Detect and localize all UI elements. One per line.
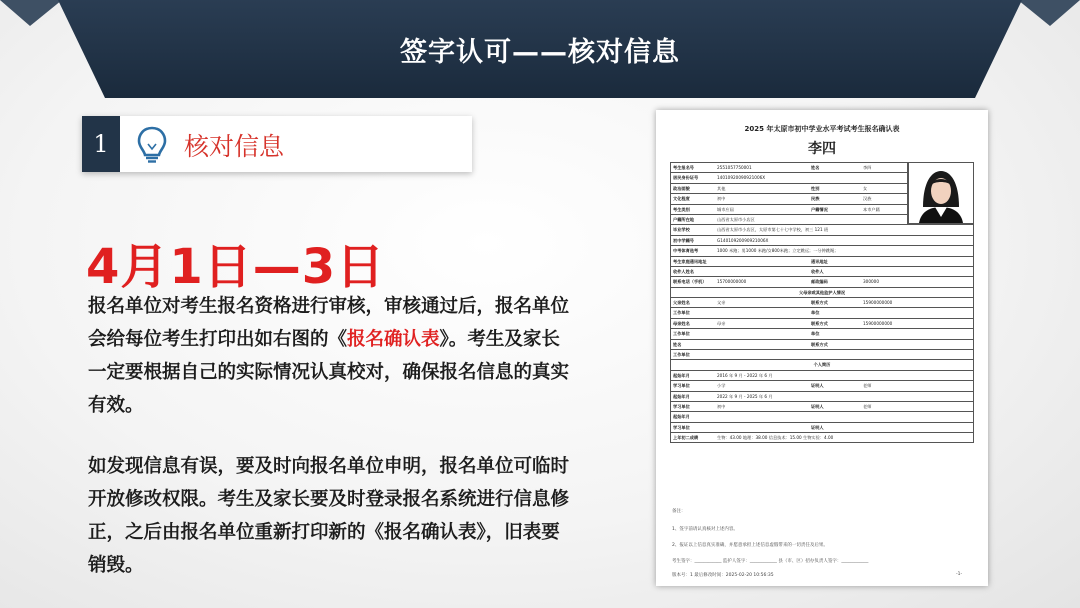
form-field-label: 联系方式 (811, 320, 828, 326)
form-field-label: 文化程度 (673, 196, 690, 202)
form-row (670, 380, 974, 390)
form-field-label: 父亲姓名 (673, 300, 690, 306)
form-row (670, 172, 908, 182)
form-row (670, 307, 974, 317)
form-field-label: 上年初二成绩 (673, 435, 699, 441)
form-field-value: 父亲 (717, 300, 726, 306)
form-field-label: 证明人 (811, 403, 824, 409)
form-row (670, 256, 974, 266)
form-row (670, 266, 974, 276)
form-field-value: 15900000000 (863, 300, 893, 306)
form-field-label: 起始年月 (673, 393, 690, 399)
form-field-label: 性别 (811, 185, 820, 191)
form-field-value: 2022 年 9 月 - 2025 年 6 月 (717, 393, 773, 399)
form-field-value: 14010920090921006X (717, 175, 766, 181)
paragraph-review (88, 290, 573, 422)
form-field-label: 通讯地址 (811, 258, 828, 264)
form-field-label: 收件人 (811, 268, 824, 274)
form-row (670, 162, 908, 172)
form-field-label: 单位 (811, 310, 820, 316)
paragraph-review-text-2: 考生及家长一定要根据自己的实际情况认真校对，确保报名信息的真实有效。 (88, 329, 570, 416)
form-field-value: 300000 (863, 279, 879, 285)
form-field-value: 个人简历 (813, 362, 831, 368)
form-field-value: 初中 (717, 196, 726, 202)
form-field-label: 起始年月 (673, 372, 690, 378)
form-note-1: 1、签字前请认真核对上述内容。 (672, 527, 738, 532)
form-field-label: 毕业学校 (673, 227, 690, 233)
form-field-label: 居民身份证号 (673, 175, 699, 181)
form-field-value: 李四 (863, 165, 872, 170)
form-row (670, 235, 974, 245)
form-row (670, 276, 974, 286)
form-footer: 版本号：1 最后修改时间：2025-02-20 10:56:35 (672, 573, 774, 578)
form-row (670, 391, 974, 401)
doc-name-close: 》。 (439, 329, 468, 350)
form-row (670, 411, 974, 421)
form-row (670, 318, 974, 328)
form-field-label: 母亲姓名 (673, 320, 690, 326)
section-label: 核对信息 (184, 132, 285, 161)
form-field-label: 姓名 (673, 341, 682, 347)
form-field-label: 初中学籍号 (673, 237, 694, 243)
form-sign-line: 考生签字：____________ 监护人签字：____________ 县（市、区）招办负责人签字：____________ (672, 559, 869, 564)
form-field-label: 起始年月 (673, 414, 690, 420)
form-field-value: 1000 米跑；男1000 米跑/女800米跑；立定跳远；一分钟跳绳； (717, 248, 839, 254)
form-field-label: 中考体育选考 (673, 248, 699, 254)
form-row (670, 359, 974, 369)
form-field-label: 学习单位 (673, 383, 690, 389)
form-field-label: 考生类别 (673, 206, 690, 212)
form-field-value: 初中 (717, 403, 726, 409)
form-field-label: 考生家庭通讯地址 (673, 258, 707, 264)
form-row (670, 422, 974, 432)
form-row (670, 224, 974, 234)
date-range-heading: 4月1日—3日 (86, 239, 386, 295)
form-page-number: -1- (956, 572, 963, 577)
form-row (670, 401, 974, 411)
form-field-value: 本市户籍 (863, 206, 880, 212)
form-field-value: 15700000000 (717, 279, 747, 285)
paragraph-review-text: 报名单位对考生报名资格进行审核，审核通过后，报名单位会给每位考生打印出如右图的 (88, 296, 570, 350)
form-row (670, 370, 974, 380)
form-field-value: 老师 (863, 403, 872, 409)
form-field-label: 联系方式 (811, 300, 828, 306)
form-note-2: 2、报证以上信息真实准确，并愿意承担上述信息虚假带来的一切责任及后果。 (672, 543, 828, 548)
form-field-value: 15900000000 (863, 320, 893, 326)
form-row (670, 245, 974, 255)
form-field-label: 邮政编码 (811, 279, 828, 285)
confirmation-form-image (656, 110, 988, 586)
paragraph-correction: 如发现信息有误，要及时向报名单位申明，报名单位可临时开放修改权限。考生及家长要及时登录报名系统进行信息修正，之后由报名单位重新打印新的《报名确认表》，旧表要销毁。 (88, 456, 570, 576)
form-field-value: 小学 (717, 383, 726, 389)
form-field-value: 老师 (863, 383, 872, 389)
form-field-label: 联系方式 (811, 341, 828, 347)
section-number: 1 (82, 116, 120, 172)
form-row (670, 287, 974, 297)
form-field-label: 学习单位 (673, 424, 690, 430)
section-header (82, 116, 472, 172)
form-row (670, 349, 974, 359)
form-row (670, 204, 908, 214)
form-field-value: 2551057750001 (717, 165, 752, 170)
form-field-label: 证明人 (811, 424, 824, 430)
form-row (670, 339, 974, 349)
form-field-value: 山西省太原市小店区 (717, 216, 755, 222)
form-field-value: G14010920090921006X (717, 237, 769, 243)
form-field-value: 山西省太原市小店区，太原市第七十七中学校，初三 121 班 (717, 227, 829, 233)
form-field-value: 其他 (717, 185, 726, 191)
form-field-label: 政治面貌 (673, 185, 690, 191)
form-row (670, 432, 974, 442)
lightbulb-icon (132, 124, 172, 168)
form-field-value: 生物：43.00 地理：38.00 信息技术：15.00 生物实验：4.00 (717, 435, 834, 441)
form-field-label: 户籍所在地 (673, 216, 694, 222)
form-field-value: 城市应届 (717, 206, 734, 212)
form-field-label: 收件人姓名 (673, 268, 694, 274)
form-notes-title: 备注： (672, 509, 686, 514)
form-field-label: 工作单位 (673, 352, 690, 358)
form-row (670, 214, 908, 224)
form-field-value: 2016 年 9 月 - 2022 年 6 月 (717, 372, 773, 378)
form-field-value: 女 (863, 185, 868, 191)
form-row (670, 183, 908, 193)
form-field-value: 母亲 (717, 320, 726, 326)
student-photo (908, 162, 974, 224)
form-field-label: 考生报名号 (673, 165, 694, 170)
highlight-doc-name: 报名确认表 (347, 329, 440, 350)
form-row (670, 328, 974, 338)
form-field-label: 学习单位 (673, 403, 690, 409)
title-banner (0, 0, 1080, 100)
form-field-value: 父母亲或其他监护人情况 (798, 289, 846, 295)
form-row (670, 297, 974, 307)
form-field-label: 姓名 (811, 165, 820, 170)
form-title: 2025 年太原市初中学业水平考试考生报名确认表 (744, 125, 900, 133)
form-row (670, 193, 908, 203)
form-field-label: 民族 (811, 196, 820, 202)
form-student-name: 李四 (808, 141, 836, 157)
form-field-label: 工作单位 (673, 331, 690, 337)
form-field-value: 汉族 (863, 196, 872, 202)
page-title: 签字认可——核对信息 (400, 37, 680, 68)
form-field-label: 户籍情况 (811, 206, 828, 212)
form-field-label: 证明人 (811, 383, 824, 389)
doc-name-open: 《 (328, 329, 348, 350)
form-field-label: 工作单位 (673, 310, 690, 316)
form-field-label: 联系电话（手机） (673, 279, 707, 285)
form-field-label: 单位 (811, 331, 820, 337)
